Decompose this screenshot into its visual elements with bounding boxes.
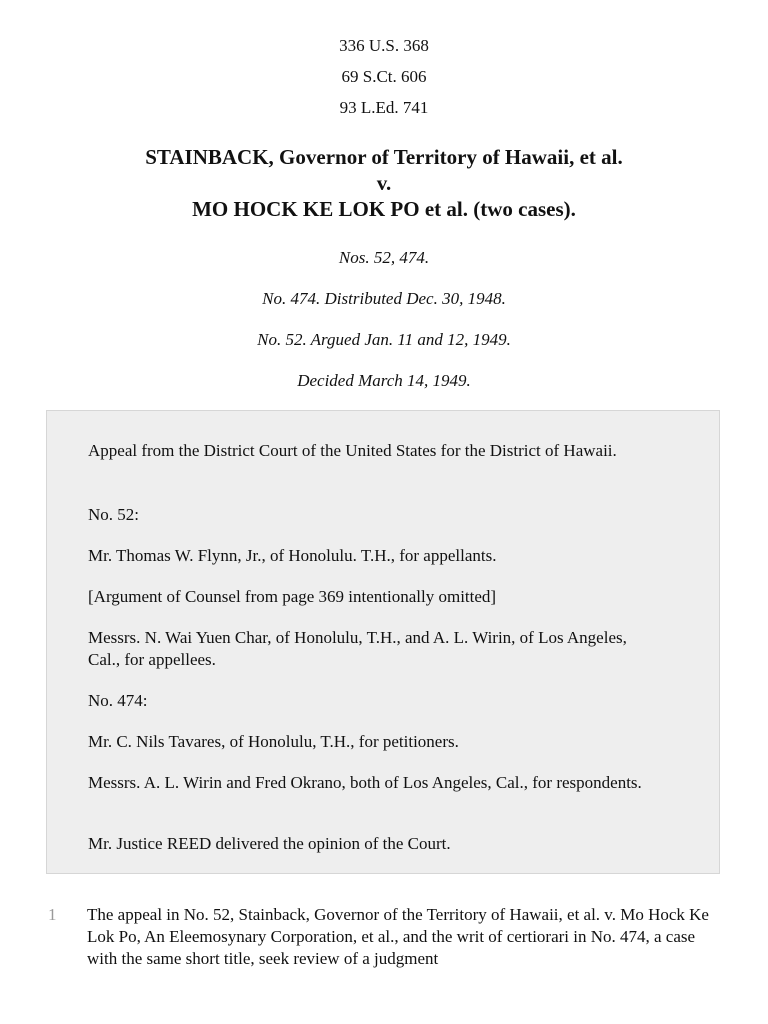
paragraph-number: 1 — [48, 905, 57, 924]
case-title — [0, 144, 768, 222]
case-title-respondent: MO HOCK KE LOK PO et al. (two cases). — [192, 197, 576, 221]
syllabus-petitioners-counsel: Mr. C. Nils Tavares, of Honolulu, T.H., for petitioners. — [88, 732, 459, 751]
syllabus-appellees-counsel: Messrs. N. Wai Yuen Char, of Honolulu, T.H., and A. L. Wirin, of Los Angeles, Cal., for appellees. — [88, 628, 627, 669]
citation-block — [0, 34, 768, 127]
syllabus-respondents-counsel: Messrs. A. L. Wirin and Fred Okrano, both of Los Angeles, Cal., for respondents. — [88, 773, 642, 792]
syllabus-appeal-line: Appeal from the District Court of the United States for the District of Hawaii. — [88, 441, 617, 460]
syllabus-appellants-counsel: Mr. Thomas W. Flynn, Jr., of Honolulu. T.H., for appellants. — [88, 546, 497, 565]
citation-supreme-court-reporter: 69 S.Ct. 606 — [341, 67, 427, 86]
syllabus-box — [46, 410, 720, 874]
citation-lawyers-edition: 93 L.Ed. 741 — [339, 98, 429, 117]
syllabus-no474-label: No. 474: — [88, 691, 148, 710]
case-title-petitioner: STAINBACK, Governor of Territory of Hawaii, et al. — [145, 145, 623, 169]
syllabus-omitted-note: [Argument of Counsel from page 369 intentionally omitted] — [88, 587, 497, 606]
citation-us-reports: 336 U.S. 368 — [339, 36, 429, 55]
docket-argued-date: No. 52. Argued Jan. 11 and 12, 1949. — [257, 330, 511, 349]
syllabus-no52-label: No. 52: — [88, 505, 139, 524]
case-title-versus: v. — [376, 171, 392, 195]
docket-distributed-date: No. 474. Distributed Dec. 30, 1948. — [262, 289, 506, 308]
opinion-paragraph: The appeal in No. 52, Stainback, Governor of the Territory of Hawaii, et al. v. Mo Hock Ke Lok Po, An Eleemosynary Corporation, et al., and the writ of certiorari in No. 474, a case with the same short title, seek review of a judgment — [87, 905, 709, 968]
syllabus-opinion-author: Mr. Justice REED delivered the opinion of the Court. — [88, 834, 451, 853]
docket-decided-date: Decided March 14, 1949. — [297, 371, 471, 390]
docket-numbers: Nos. 52, 474. — [338, 248, 430, 267]
